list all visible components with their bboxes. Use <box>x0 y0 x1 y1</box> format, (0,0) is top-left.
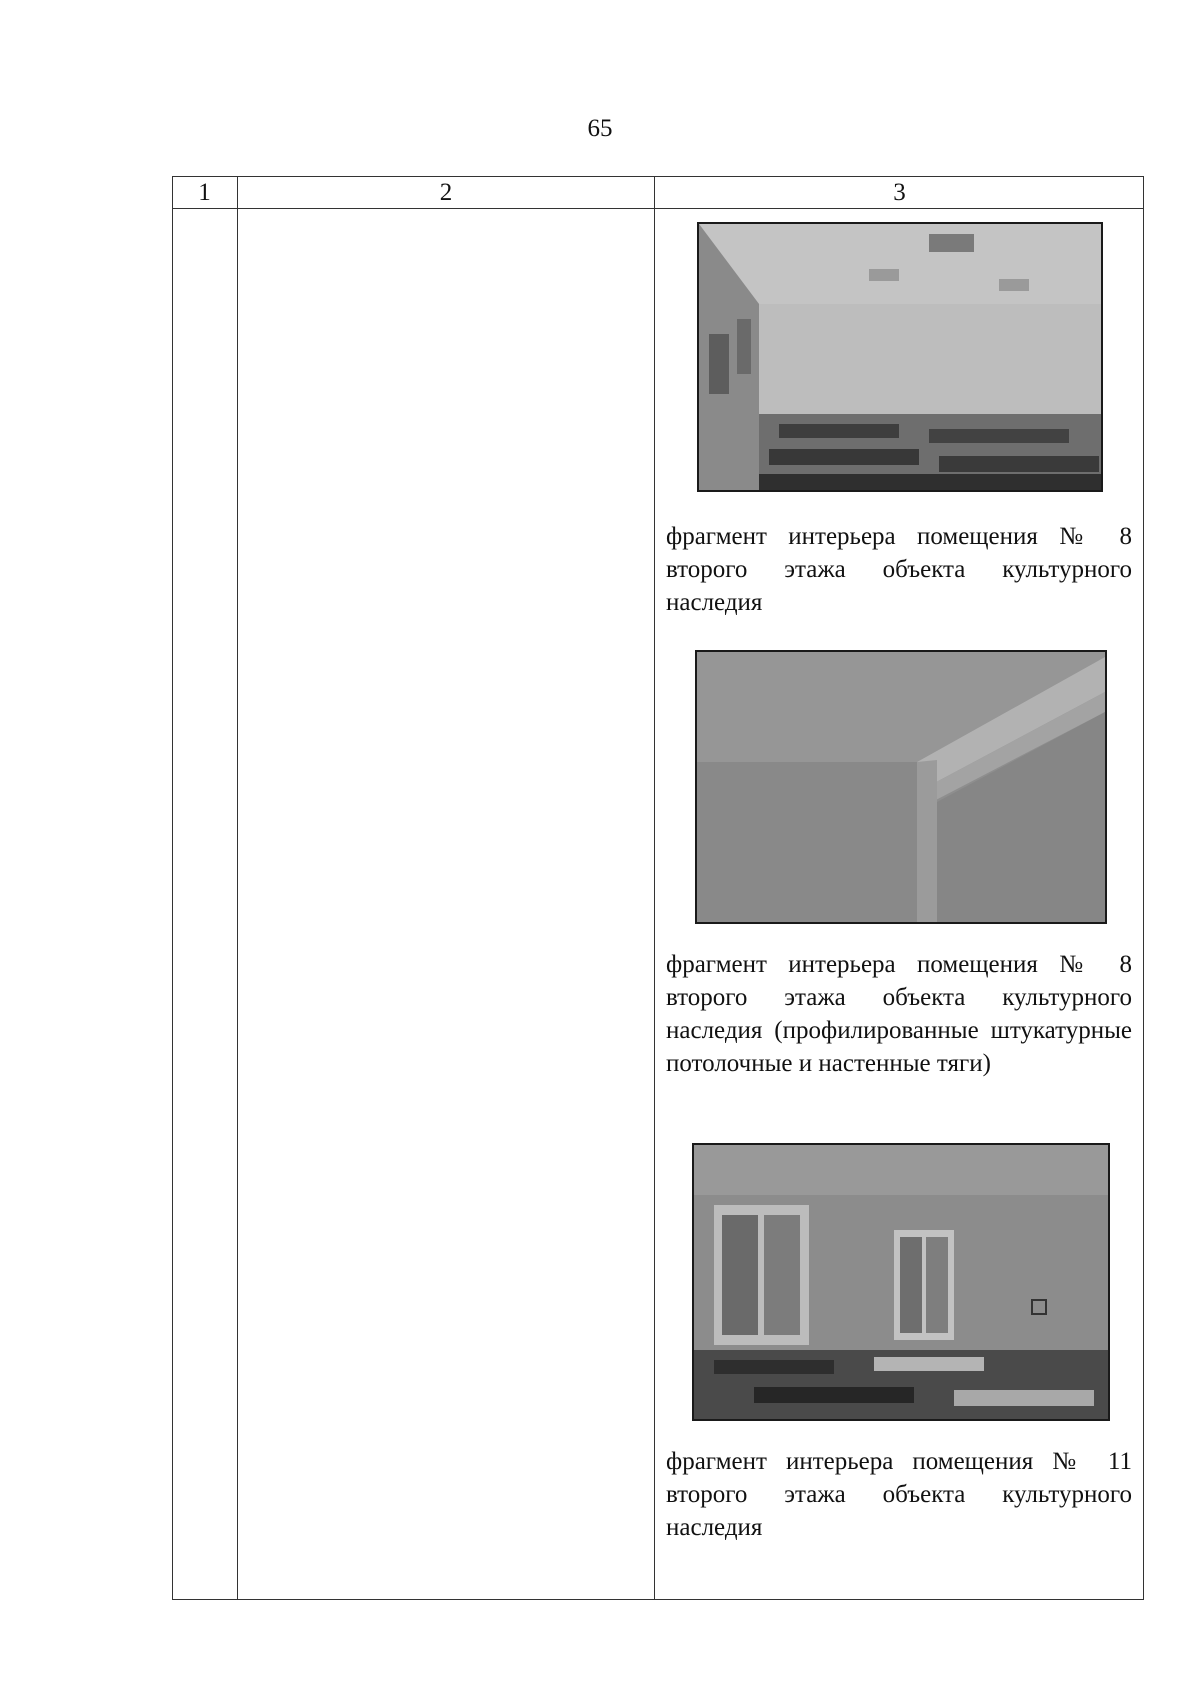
figure-caption: фрагмент интерьера помещения № 8 второго этажа объекта культурного наследия (профилированные штукатурные потолочные и настенные тяги) <box>666 951 1132 1077</box>
column-header-3: 3 <box>893 179 906 206</box>
column-header-1: 1 <box>198 179 211 206</box>
column-divider <box>237 176 238 1600</box>
classroom-photo-room-8 <box>697 222 1103 492</box>
ceiling-cornice-photo-room-8 <box>695 650 1107 924</box>
column-header-2: 2 <box>439 179 453 206</box>
page-number: 65 <box>587 115 613 142</box>
header-row-divider <box>172 208 1144 209</box>
figure-caption: фрагмент интерьера помещения № 8 второго этажа объекта культурного наследия <box>666 523 1132 616</box>
figure-caption: фрагмент интерьера помещения № 11 второго этажа объекта культурного наследия <box>666 1448 1132 1541</box>
column-divider <box>654 176 655 1600</box>
classroom-windows-photo-room-11 <box>692 1143 1110 1421</box>
